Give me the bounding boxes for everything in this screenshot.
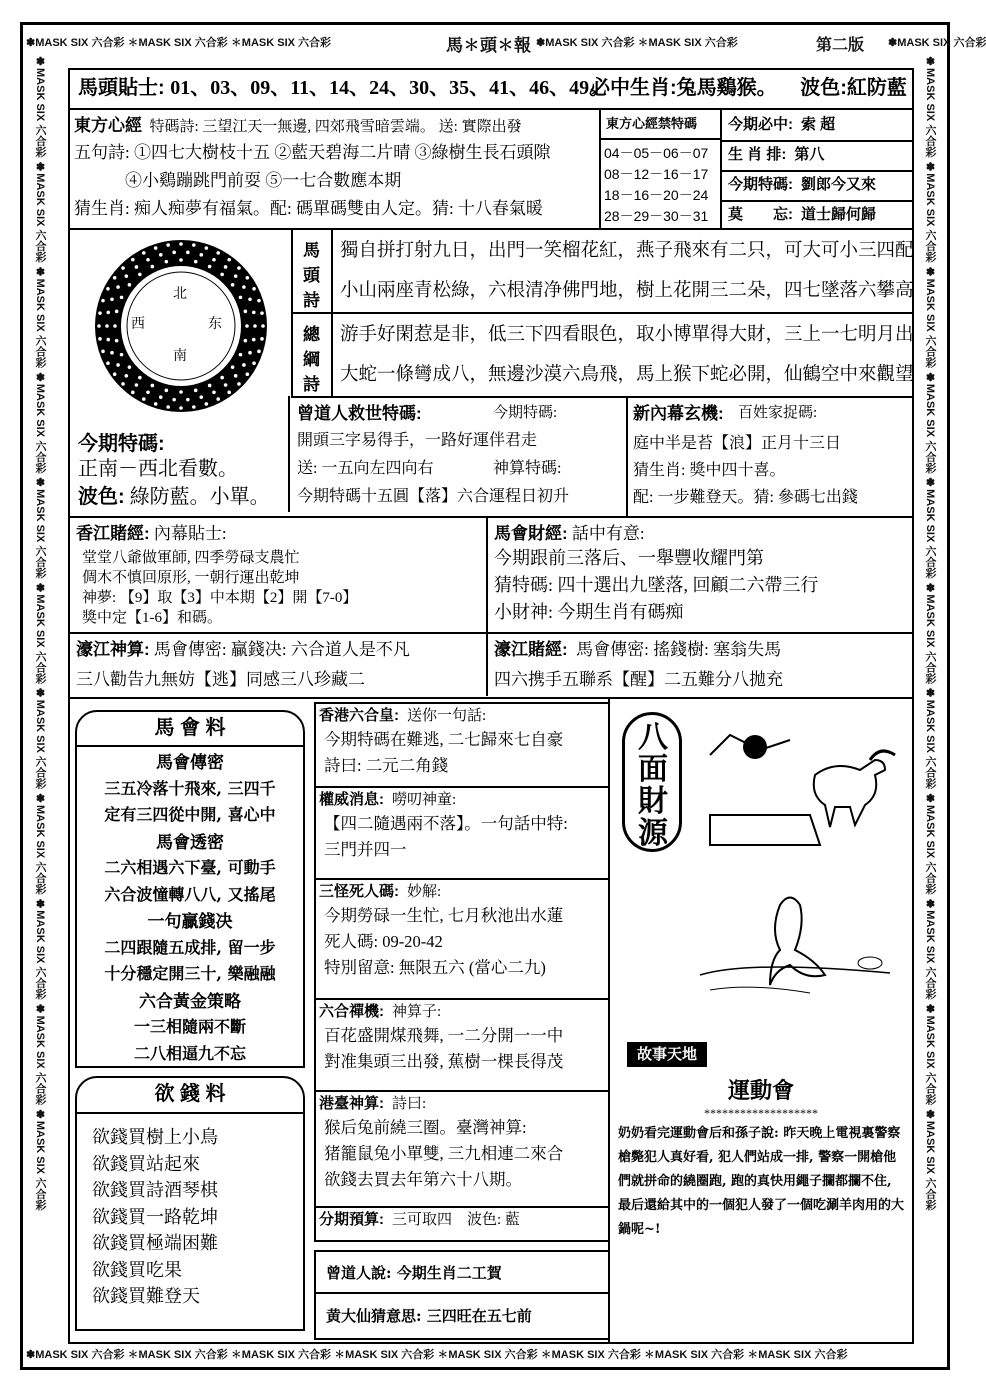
mid-block-title: 權威消息: <box>319 791 384 808</box>
wheel-dot <box>260 337 264 341</box>
poem-label-char: 綱 <box>303 350 320 369</box>
wheel-dot <box>186 251 190 255</box>
mid-block-header <box>319 1212 520 1228</box>
edition-label: 第二版 <box>816 37 865 54</box>
mid-block-header <box>319 1004 441 1020</box>
poem-label-char: 詩 <box>303 375 320 394</box>
border-text: ✽MASK SIX 六合彩 ✽MASK SIX 六合彩 ✽MASK SIX 六合彩 ✽MASK SIX 六合彩 ✽MASK SIX 六合彩 ✽MASK SIX 六合彩 ✽MASK SIX 六合彩 ✽MASK SIX 六合彩 <box>26 1349 848 1361</box>
yql-line: 欲錢買詩酒琴棋 <box>92 1180 218 1200</box>
zeng-line: 開頭三字易得手，一路好運伴君走 <box>297 432 538 449</box>
divider <box>720 200 914 202</box>
wheel-dot <box>110 297 114 301</box>
poem-line: 大蛇一條彎成八，無邊沙漠六鳥飛，馬上猴下蛇必開，仙鶴空中來觀望 <box>340 365 914 385</box>
divider <box>720 170 914 172</box>
divider <box>314 1292 608 1294</box>
divider <box>68 632 914 634</box>
divider <box>68 516 914 518</box>
wheel-dot <box>154 402 158 406</box>
mhl-line: 一三相隨兩不斷 <box>133 1017 246 1036</box>
wheel-dot <box>248 297 252 301</box>
banned-row: 18－16－20－24 <box>604 187 709 203</box>
wheel-dot <box>224 265 228 269</box>
wheel-dot <box>154 246 158 250</box>
mid-block-line: 今期勞碌一生忙, 七月秋池出水蓮 <box>324 906 564 925</box>
wheel-dot <box>138 376 142 380</box>
row-key: 生 肖 排: <box>728 146 787 163</box>
wheel-dot <box>115 339 119 343</box>
xj-sub: 內幕貼士: <box>153 524 227 543</box>
wheel-dot <box>252 311 256 315</box>
wheel-dot <box>146 390 150 394</box>
wheel-dot <box>97 324 101 328</box>
wheel-dot <box>101 299 105 303</box>
poem-label-char: 詩 <box>303 291 320 310</box>
wheel-dot <box>146 258 150 262</box>
hjd-sub: 馬會傳密: 搖錢樹: 塞翁失馬 <box>576 640 782 659</box>
wheel-dot <box>151 384 155 388</box>
five-label: 五句詩: <box>74 143 130 162</box>
wheel-dot <box>227 258 231 262</box>
mid-block-sub: 嘮叨神童: <box>392 792 457 808</box>
wheel-dot <box>220 376 224 380</box>
xin-sub: 百姓家捉碼: <box>738 405 818 421</box>
yql-line: 欲錢買極端困難 <box>92 1233 218 1253</box>
yql-title: 欲 錢 料 <box>154 1083 226 1105</box>
divider <box>75 1112 305 1114</box>
wheel-dot <box>121 382 125 386</box>
wheel-dot <box>205 246 209 250</box>
mhl-heading: 馬會傳密 <box>156 753 224 772</box>
wheel-dot <box>116 285 120 289</box>
wheel-dot <box>106 311 110 315</box>
tips-row <box>78 78 609 98</box>
story-stars: ******************* <box>704 1106 818 1120</box>
wheel-dot <box>216 397 220 401</box>
mid-block-header <box>319 1096 426 1112</box>
divider <box>314 998 608 1000</box>
mh-line: 小財神: 今期生肖有碼痴 <box>494 602 684 622</box>
wheel-dot <box>227 391 231 395</box>
mid-block-line: 猪籠鼠兔小單雙, 三九相連二來合 <box>324 1144 564 1163</box>
xj-line: 獎中定【1-6】和碼。 <box>82 610 222 626</box>
poem-label-char: 馬 <box>303 241 320 260</box>
dongfang-right-row <box>728 147 824 162</box>
mid-block-title: 分期預算: <box>319 1211 384 1228</box>
wheel-dot <box>199 395 203 399</box>
mhl-title: 馬 會 料 <box>154 717 226 739</box>
wheel-dot <box>106 361 110 365</box>
border-strip-bottom <box>26 1346 944 1362</box>
mid-block-title: 三怪死人碼: <box>319 883 399 900</box>
wheel-dot <box>159 253 163 257</box>
tips-numbers: 01、03、09、11、14、24、30、35、41、46、49。 <box>170 77 610 99</box>
dongfang-right-row <box>728 207 876 222</box>
yql-line: 欲錢買樹上小鳥 <box>92 1127 218 1147</box>
divider <box>720 140 914 142</box>
mh-line: 今期跟前三落后、一舉豐收耀門第 <box>494 548 764 568</box>
mh-line: 猜特碼: 四十選出九墜落, 回顧二六帶三行 <box>494 575 819 595</box>
wheel-dot <box>131 258 135 262</box>
mid-block-line: 詩曰: 二元二角錢 <box>324 756 449 775</box>
mh-sub: 話中有意: <box>571 524 645 543</box>
mhl-heading: 一句贏錢决 <box>147 912 233 931</box>
wheel-dot <box>166 405 170 409</box>
mid-block-sub: 送你一句話: <box>407 708 487 724</box>
mhl-line: 二六相遇六下臺, 可動手 <box>104 858 276 877</box>
wheel-dot <box>239 353 243 357</box>
mhl-line: 定有三四從中開, 喜心中 <box>104 805 276 824</box>
poem-line: 游手好閑惹是非，低三下四看眼色，取小博單得大財，三上一七明月出 <box>340 325 914 345</box>
color-label: 波色: <box>800 77 847 99</box>
wheel-dot <box>121 266 125 270</box>
wheel-dot <box>231 283 235 287</box>
divider <box>68 228 914 230</box>
mid-block-sub: 神算子: <box>392 1004 442 1020</box>
mid-block-line: 三門并四一 <box>324 840 407 859</box>
wheel-dot <box>179 258 183 262</box>
mid-block-header <box>319 792 456 808</box>
wheel-dot <box>113 276 117 280</box>
border-text: ✽MASK SIX 六合彩 ✽MASK SIX 六合彩 <box>536 37 738 49</box>
xin-line: 配: 一步難登天。猜: 參碼七出錢 <box>633 489 858 506</box>
row-value: 第八 <box>794 146 825 163</box>
color-value: 紅防藍 <box>846 77 907 99</box>
dongfang-header <box>74 117 522 135</box>
mhl-heading: 馬會透密 <box>156 832 224 852</box>
special-line: 正南－西北看數。 <box>78 458 238 480</box>
divider <box>486 516 488 696</box>
wheel-dot <box>172 398 176 402</box>
wheel-dot <box>179 242 183 246</box>
dongfang-poem: 特碼詩: 三望江天一無邊, 四郊飛雪暗雲端。 送: 實際出發 <box>149 119 522 135</box>
wheel-dot <box>159 395 163 399</box>
wheel-dot <box>260 311 264 315</box>
mid-block-line: 特別留意: 無限五六 (當心二九) <box>324 958 546 977</box>
five-line-2: ④小鷄蹦跳門前耍 ⑤一七合數應本期 <box>125 171 402 190</box>
mid-block-title: 六合禪機: <box>319 1003 384 1020</box>
tips-label: 馬頭貼士: <box>78 77 165 99</box>
wheel-dot <box>246 372 250 376</box>
story-tag: 故事天地 <box>627 1042 707 1067</box>
wheel-dot <box>245 324 249 328</box>
mhl-line: 三五冷落十飛來, 三四千 <box>104 778 276 798</box>
wheel-dot <box>135 265 139 269</box>
divider <box>291 312 914 314</box>
xj-line: 神夢: 【9】取【3】中本期【2】開【7-0】 <box>82 590 358 606</box>
border-strip-right <box>922 55 938 1345</box>
row-value: 索 超 <box>801 116 836 133</box>
wheel-dot <box>98 311 102 315</box>
dongfang-right-row <box>728 117 835 132</box>
row-value: 劉郎今又來 <box>801 176 877 193</box>
special-color-label: 波色: <box>78 486 125 508</box>
yql-line: 欲錢買一路乾坤 <box>92 1206 218 1227</box>
wheel-dot <box>261 324 265 328</box>
xin-line: 庭中半是苔【浪】正月十三日 <box>633 435 842 452</box>
mid-block-line: 今期特碼在難逃, 二七歸來七自豪 <box>324 730 564 749</box>
wheel-dot <box>237 266 241 270</box>
divider <box>291 396 914 398</box>
wheel-dot <box>106 338 110 342</box>
mid-block-line: 百花盛開煤飛舞, 一二分開一一中 <box>324 1026 564 1045</box>
wheel-dot <box>216 251 220 255</box>
goat-crane-illustration <box>690 705 910 1035</box>
border-text: ✽MASK SIX 六合彩 ✽MASK SIX 六合彩 ✽MASK SIX 六合彩 ✽MASK SIX 六合彩 ✽MASK SIX 六合彩 ✽MASK SIX 六合彩 ✽MASK SIX 六合彩 ✽MASK SIX 六合彩 ✽MASK SIX 六合彩 ✽MASK SIX 六合彩 ✽MASK SIX 六合彩 <box>924 55 936 1211</box>
zeng-line: 神算特碼: <box>493 460 562 477</box>
poem-line: 獨自拼打射九日，出門一笑榴花紅，燕子飛來有二只，可大可小三四配 <box>340 241 914 261</box>
wheel-dot <box>244 310 248 314</box>
mhl-line: 六合波憧轉八八, 又搖尾 <box>104 884 276 904</box>
divider <box>314 1206 608 1208</box>
banned-row: 28－29－30－31 <box>604 208 709 224</box>
special-color: 綠防藍。小單。 <box>129 486 270 508</box>
story-body: 奶奶看完運動會后和孫子說: 昨天晚上電視裏警察槍斃犯人真好看, 犯人們站成一排, 警察一開槍他們就拼命的繞圈跑, 跑的真快用繩子攔都攔不住, 最后還給其中的一個犯人發了一個吃涮羊肉用的大鍋呢~! <box>618 1126 905 1237</box>
hjs-title: 濠江神算: <box>76 640 150 659</box>
mid-block-line: 死人碼: 09-20-42 <box>324 932 443 951</box>
banned-table-title: 東方心經禁特碼 <box>606 116 698 131</box>
xj-line: 倜木不慎回原形, 一朝行運出乾坤 <box>82 570 300 586</box>
divider <box>626 396 628 516</box>
wheel-dot <box>105 324 109 328</box>
mhl-line: 二四跟隨五成排, 留一步 <box>104 937 276 957</box>
wheel-north: 北 <box>173 287 187 302</box>
xin-line: 猜生肖: 獎中四十喜。 <box>633 462 786 479</box>
wheel-dot <box>248 351 252 355</box>
wheel-dot <box>237 382 241 386</box>
mid-block-header <box>319 884 441 900</box>
poem-label-char: 總 <box>303 325 320 344</box>
wheel-dot <box>192 405 196 409</box>
wheel-dot <box>220 273 224 277</box>
xin-title: 新內幕玄機: <box>633 404 724 423</box>
wheel-dot <box>128 283 132 287</box>
divider <box>720 108 722 228</box>
wheel-dot <box>199 253 203 257</box>
wheel-dot <box>257 299 261 303</box>
wheel-dot <box>166 243 170 247</box>
wong-tai-sin: 黄大仙猜意思: 三四旺在五七前 <box>326 1307 532 1325</box>
wheel-dot <box>253 324 257 328</box>
wheel-dot <box>165 389 169 393</box>
wheel-dot <box>194 389 198 393</box>
wheel-dot <box>125 374 129 378</box>
wheel-dot <box>110 351 114 355</box>
divider <box>68 108 914 110</box>
wheel-south: 南 <box>173 349 187 364</box>
divider <box>314 878 608 880</box>
wheel-dot <box>208 384 212 388</box>
five-poem-1 <box>74 144 550 161</box>
poem-line: 小山兩座青松綠，六根清净佛門地，樹上花開三二朵，四七墜落六攀高 <box>340 281 914 301</box>
special-title: 今期特碼: <box>78 433 165 455</box>
mid-block-sub: 妙解: <box>407 884 442 900</box>
banned-row: 04－05－06－07 <box>604 145 709 161</box>
divider <box>314 1090 608 1092</box>
zodiac-row <box>590 78 907 98</box>
wheel-dot <box>208 265 212 269</box>
divider <box>599 108 601 228</box>
xj-title: 香江賭經: <box>76 524 150 543</box>
mh-title: 馬會財經: <box>494 524 568 543</box>
divider <box>608 697 610 1344</box>
zeng-say: 曾道人說: 今期生肖二工賀 <box>326 1264 502 1282</box>
mid-block-line: 猴后兔前繞三圈。臺灣神算: <box>324 1118 527 1137</box>
wheel-dot <box>224 383 228 387</box>
zeng-line: 送: 一五向左四向右 <box>297 460 434 477</box>
mid-block-header <box>319 708 486 724</box>
mhl-line: 十分穩定開三十, 樂融融 <box>104 964 276 983</box>
wheel-dot <box>239 296 243 300</box>
row-key: 今期特碼: <box>728 176 793 193</box>
dongfang-right-row <box>728 177 876 192</box>
five-line-1: ①四七大樹枝十五 ②藍天碧海二片晴 ③綠樹生長石頭隙 <box>133 143 551 162</box>
divider <box>288 396 290 512</box>
wheel-dot <box>98 337 102 341</box>
wheel-dot <box>179 406 183 410</box>
divider <box>75 745 305 747</box>
yql-line: 欲錢買站起來 <box>92 1153 200 1174</box>
mid-block-line: 欲錢去買去年第六十八期。 <box>324 1170 522 1189</box>
hjs-sub: 馬會傳密: 贏錢决: 六合道人是不凡 <box>153 640 410 659</box>
wheel-dot <box>252 287 256 291</box>
wheel-dot <box>242 363 246 367</box>
wheel-dot <box>252 338 256 342</box>
zeng-sub: 今期特碼: <box>493 405 558 421</box>
border-strip-top <box>26 34 986 56</box>
wheel-dot <box>115 310 119 314</box>
wheel-west: 西 <box>131 317 145 332</box>
wheel-dot <box>231 365 235 369</box>
poem-label-char: 頭 <box>303 266 320 285</box>
wheel-dot <box>194 260 198 264</box>
wheel-east: 东 <box>208 317 222 332</box>
wheel-dot <box>165 260 169 264</box>
story-title: 運動會 <box>727 1078 794 1104</box>
row-value: 道士歸何歸 <box>801 206 877 223</box>
wheel-dot <box>142 251 146 255</box>
wheel-dot <box>257 350 261 354</box>
wheel-dot <box>192 243 196 247</box>
wheel-dot <box>101 350 105 354</box>
mid-block-line: 對准集頭三出發, 蕉樹一棵長得茂 <box>324 1052 564 1071</box>
wheel-dot <box>138 273 142 277</box>
wheel-dot <box>113 372 117 376</box>
zodiac-value: 兔馬鷄猴。 <box>676 77 777 99</box>
mhl-line: 二八相逼九不忘 <box>133 1043 246 1063</box>
wheel-dot <box>179 390 183 394</box>
divider <box>314 786 608 788</box>
wheel-dot <box>212 390 216 394</box>
wheel-dot <box>246 276 250 280</box>
mhl-heading: 六合黃金策略 <box>139 991 241 1011</box>
border-text: ✽MASK SIX 六合彩 <box>888 37 986 49</box>
divider <box>68 697 914 699</box>
compass-wheel <box>86 236 276 416</box>
banned-row: 08－12－16－17 <box>604 166 709 182</box>
hjd-line: 四六携手五聯系【醒】二五難分八拋充 <box>494 670 783 689</box>
mid-block-sub: 詩曰: <box>392 1096 427 1112</box>
border-text: ✽MASK SIX 六合彩 ✽MASK SIX 六合彩 ✽MASK SIX 六合彩 ✽MASK SIX 六合彩 ✽MASK SIX 六合彩 ✽MASK SIX 六合彩 ✽MASK SIX 六合彩 ✽MASK SIX 六合彩 ✽MASK SIX 六合彩 ✽MASK SIX 六合彩 ✽MASK SIX 六合彩 <box>34 55 46 1211</box>
dongfang-guess: 猜生肖: 痴人痴夢有福氣。配: 碼單碼雙由人定。猜: 十八春氣暖 <box>74 199 543 218</box>
wheel-dot <box>116 363 120 367</box>
wheel-dot <box>151 265 155 269</box>
yql-line: 欲錢買吃果 <box>92 1259 182 1280</box>
art-title: 八面財源 <box>638 721 668 850</box>
wheel-dot <box>131 391 135 395</box>
border-strip-left <box>32 55 48 1345</box>
wheel-dot <box>252 361 256 365</box>
dongfang-title: 東方心經 <box>74 116 142 135</box>
wheel-dot <box>205 402 209 406</box>
wheel-dot <box>244 339 248 343</box>
wheel-dot <box>120 353 124 357</box>
zodiac-label: 必中生肖: <box>590 77 677 99</box>
wheel-dot <box>113 324 117 328</box>
zeng-title: 曾道人救世特碼: <box>297 404 422 423</box>
wheel-dot <box>242 285 246 289</box>
divider <box>599 138 720 140</box>
wheel-dot <box>234 274 238 278</box>
wheel-dot <box>106 287 110 291</box>
mid-block-sub: 三可取四 波色: 藍 <box>392 1212 520 1228</box>
row-key: 今期必中: <box>728 116 793 133</box>
hjd-title: 濠江賭經: <box>494 640 568 659</box>
xj-line: 堂堂八爺做軍師, 四季勞碌支農忙 <box>82 550 300 566</box>
hjs-line: 三八勸告九無妨【逃】同感三八珍藏二 <box>76 670 365 689</box>
wheel-dot <box>234 374 238 378</box>
wheel-dot <box>186 398 190 402</box>
wheel-dot <box>142 397 146 401</box>
row-key: 莫 忘: <box>728 206 793 223</box>
wheel-dot <box>128 365 132 369</box>
wheel-dot <box>172 251 176 255</box>
yql-line: 欲錢買難登天 <box>92 1286 200 1306</box>
mid-block-line: 【四二隨遇兩不落】。一句話中特: <box>324 814 568 833</box>
wheel-dot <box>212 258 216 262</box>
zeng-line: 今期特碼十五圓【落】六合運程日初升 <box>297 488 570 505</box>
masthead: 馬✽頭✽報 <box>446 36 531 56</box>
wheel-dot <box>135 383 139 387</box>
border-text: ✽MASK SIX 六合彩 ✽MASK SIX 六合彩 ✽MASK SIX 六合彩 <box>26 37 332 49</box>
wheel-dot <box>125 274 129 278</box>
wheel-dot <box>120 296 124 300</box>
mid-block-title: 港臺神算: <box>319 1095 384 1112</box>
mid-block-title: 香港六合皇: <box>319 707 399 724</box>
